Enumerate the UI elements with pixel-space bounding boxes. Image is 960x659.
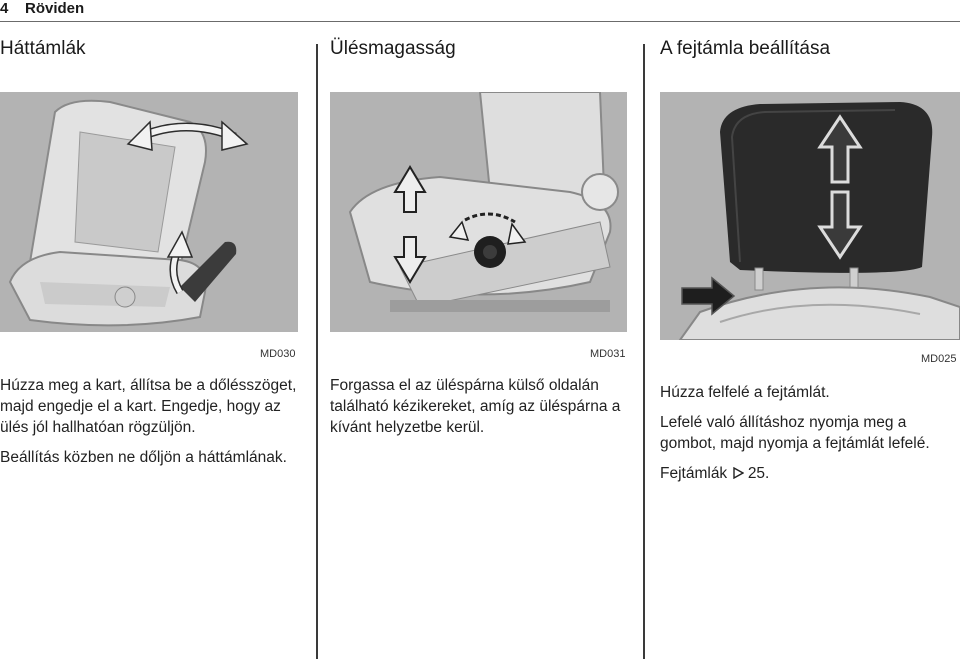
column-divider-2 [643,44,645,659]
reference-text: Fejtámlák [660,465,728,482]
figure-code-md030: MD030 [260,348,296,360]
paragraph: Húzza meg a kart, állítsa be a dőlésszöget, majd engedje el a kart. Engedje, hogy az ülés jól hallhatóan rögzüljön. [0,377,297,436]
paragraph: Beállítás közben ne dőljön a háttámlának. [0,449,287,466]
page-reference-arrow-icon [732,467,744,479]
page-number: 4 [0,0,9,17]
figure-code-md025: MD025 [921,353,957,365]
headrest-instructions [660,382,960,493]
header-rule [0,21,960,22]
section-heading-seat-height: Ülésmagasság [330,38,456,59]
seat-height-instructions [330,375,630,447]
column-divider-1 [316,44,318,659]
backrest-figure [0,92,298,332]
section-heading-headrest: A fejtámla beállítása [660,38,831,59]
paragraph: Lefelé való állításhoz nyomja meg a gombot, majd nyomja a fejtámlát lefelé. [660,414,930,452]
figure-code-md031: MD031 [590,348,626,360]
reference-page: 25. [747,465,770,482]
seat-height-figure [330,92,627,332]
paragraph: Forgassa el az üléspárna külső oldalán található kézikereket, amíg az üléspárna a kívánt helyzetbe kerül. [330,377,621,436]
paragraph: Húzza felfelé a fejtámlát. [660,384,830,401]
cross-reference [660,463,960,484]
section-title: Röviden [25,0,85,17]
section-heading-backrests: Háttámlák [0,38,86,59]
page-header [0,0,960,22]
backrest-instructions [0,375,305,477]
headrest-figure [660,92,960,340]
